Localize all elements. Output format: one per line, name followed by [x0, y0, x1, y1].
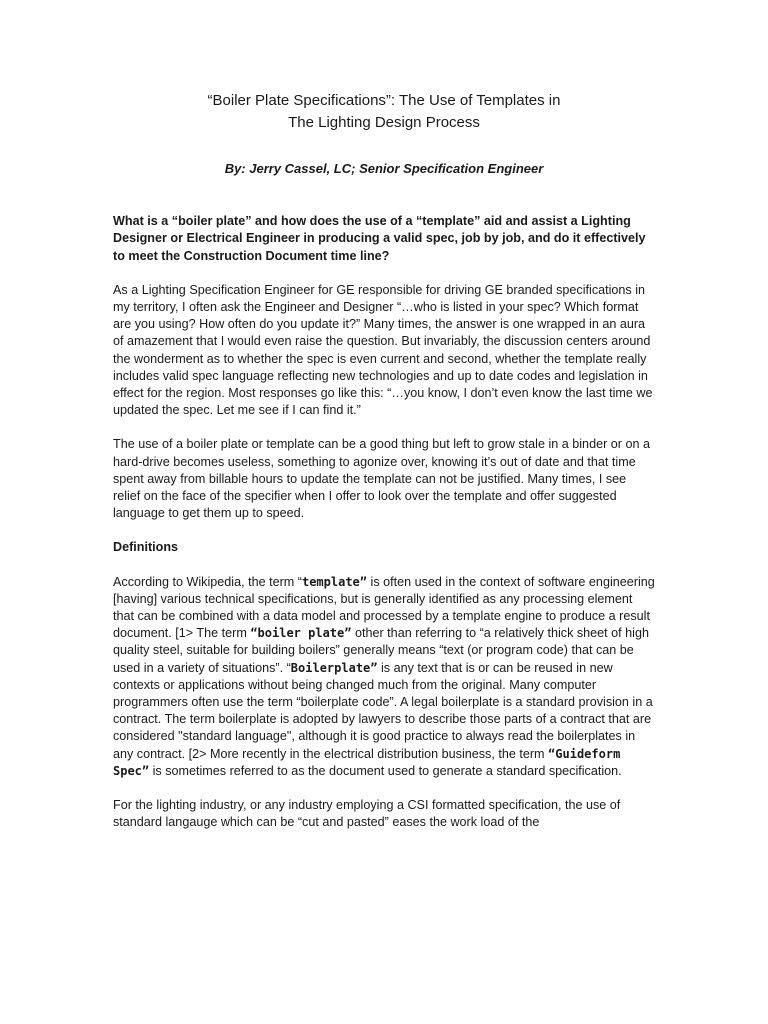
p3-text-4: is any text that is or can be reused in new contexts or applications without being changed much from the original. Many computer programmers often use the term “boilerplate code”. A legal boilerplate is a standard provision in a contract. The term boilerplate is adopted by lawyers to describe those parts of a contract that are considered "standard language", although it is good practice to always read the boilerplates in any contract. [2> More recently in the electrical distribution business, the term: [113, 660, 653, 761]
definitions-heading: Definitions: [113, 540, 179, 555]
p3-text-1: According to Wikipedia, the term “: [113, 574, 302, 589]
p3-text-3: other than referring to “a relatively thick sheet of high quality steel, suitable for building boilers” generally means “text (or program code) that can be used in a variety of situations”. “: [113, 626, 649, 675]
term-guideform-spec: “Guideform Spec”: [113, 746, 621, 778]
author-byline: By: Jerry Cassel, LC; Senior Specification Engineer: [224, 161, 544, 176]
paragraph-1: As a Lighting Specification Engineer for GE responsible for driving GE branded specifications in my territory, I often ask the Engineer and Designer “…who is listed in your spec? Which format are you using? How often do you update it?” Many times, the answer is one wrapped in an aura of amazement that I would even raise the question. But invariably, the discussion centers around the wonderment as to whether the spec is even current and second, whether the template really includes valid spec language reflecting new technologies and up to date codes and legislation in effect for the region. Most responses go like this: “…you know, I don’t even know the last time we updated the spec. Let me see if I can find it.”: [113, 282, 653, 418]
term-boiler-plate: “boiler plate”: [250, 626, 352, 641]
term-template: template”: [301, 574, 368, 589]
term-boilerplate: Boilerplate”: [290, 660, 378, 675]
p3-text-2: is often used in the context of software engineering [having] various technical specifications, but is generally identified as any processing element that can be combined with a data model and processed by a template engine to produce a result document. [1> The term: [113, 574, 655, 641]
paragraph-4: For the lighting industry, or any industry employing a CSI formatted specification, the use of standard langauge which can be “cut and pasted” eases the work load of the: [113, 798, 621, 830]
paragraph-2: The use of a boiler plate or template can be a good thing but left to grow stale in a binder or on a hard-drive becomes useless, something to agonize over, knowing it’s out of date and that time spent away from billable hours to update the template can not be justified. Many times, I see relief on the face of the specifier when I offer to look over the template and offer suggested language to get them up to speed.: [113, 437, 650, 521]
lead-question: What is a “boiler plate” and how does the use of a “template” aid and assist a Lighting Designer or Electrical Engineer in producing a valid spec, job by job, and do it effectively to meet the Construction Document time line?: [113, 214, 646, 263]
title-line-1: “Boiler Plate Specifications”: The Use of Templates in: [207, 92, 561, 109]
paragraph-3: [113, 574, 655, 780]
p3-text-5: is sometimes referred to as the document used to generate a standard specification.: [149, 763, 622, 778]
title-line-2: The Lighting Design Process: [288, 114, 480, 131]
document-title: [113, 0, 655, 134]
